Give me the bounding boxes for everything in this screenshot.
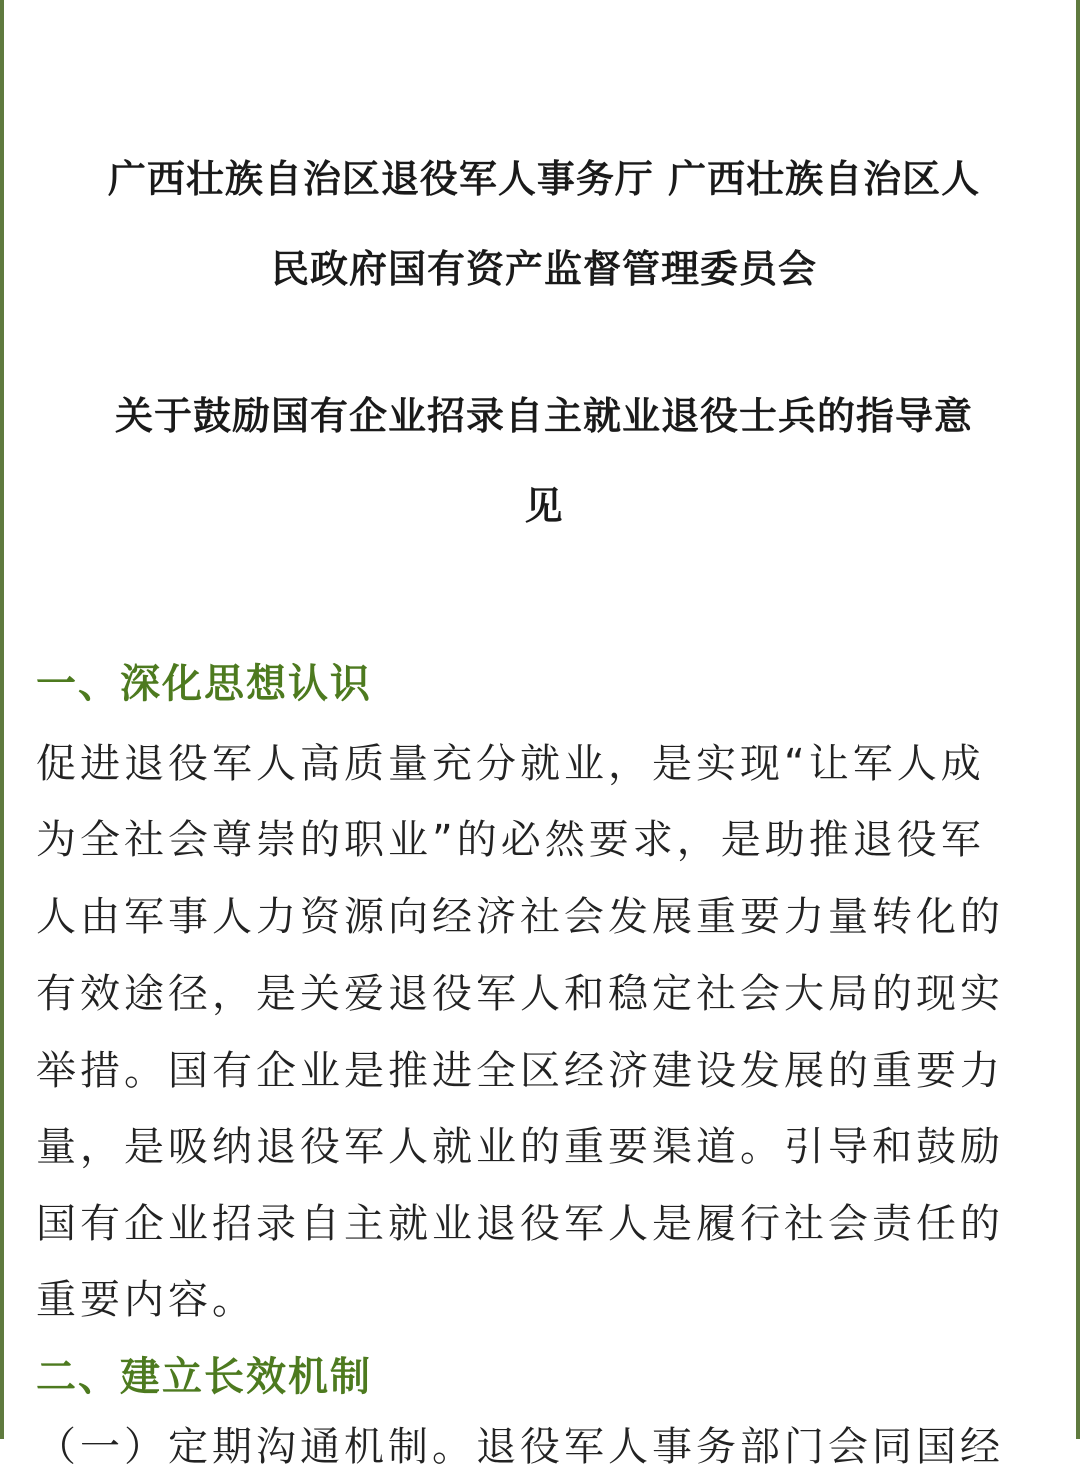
section-heading-2: 二、建立长效机制	[36, 1354, 372, 1400]
paragraph-line: 人由军事人力资源向经济社会发展重要力量转化的	[36, 894, 1004, 940]
paragraph-line: 量，是吸纳退役军人就业的重要渠道。引导和鼓励	[36, 1124, 1004, 1170]
paragraph-line: 有效途径，是关爱退役军人和稳定社会大局的现实	[36, 971, 1004, 1017]
paragraph-line: 国有企业招录自主就业退役军人是履行社会责任的	[36, 1201, 1004, 1247]
paragraph-line: 重要内容。	[36, 1277, 256, 1323]
document-title-line-1: 广西壮族自治区退役军人事务厅 广西壮族自治区人	[107, 157, 981, 201]
document-title-line-4: 见	[524, 484, 564, 528]
paragraph-line: 为全社会尊崇的职业”的必然要求，是助推退役军	[36, 817, 985, 863]
paragraph-line: 促进退役军人高质量充分就业，是实现“让军人成	[36, 741, 985, 787]
section-heading-1: 一、深化思想认识	[36, 661, 372, 707]
paragraph-line: （一）定期沟通机制。退役军人事务部门会同国经	[36, 1424, 1004, 1470]
document-title-line-3: 关于鼓励国有企业招录自主就业退役士兵的指导意	[114, 394, 973, 438]
paragraph-line: 举措。国有企业是推进全区经济建设发展的重要力	[36, 1048, 1004, 1094]
document-title-line-2: 民政府国有资产监督管理委员会	[270, 247, 817, 291]
